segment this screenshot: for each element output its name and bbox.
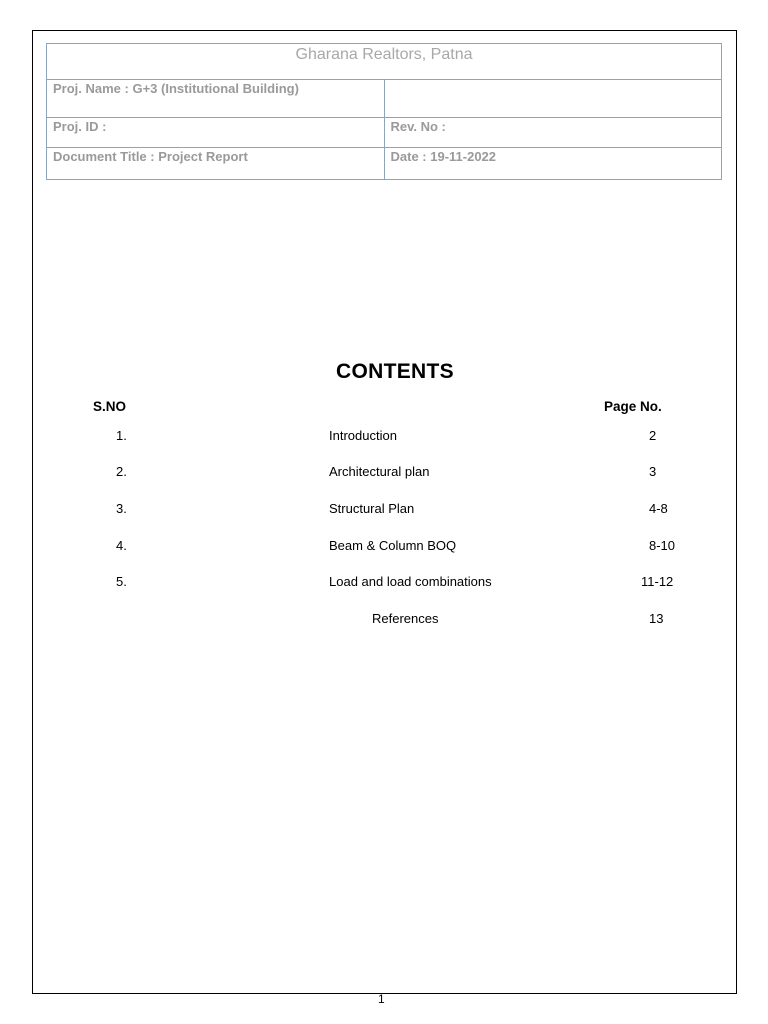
row-page: 3 [649,464,657,479]
row-page: 8-10 [649,538,676,553]
row-number: 1. [116,428,127,443]
row-title: References [372,611,439,626]
row-number: 4. [116,538,127,553]
project-name-right-cell [384,80,722,118]
row-number: 5. [116,574,127,589]
row-title: Structural Plan [329,501,415,516]
project-name: Proj. Name : G+3 (Institutional Building) [47,80,385,118]
row-title: Beam & Column BOQ [329,538,457,553]
row-title: Introduction [329,428,397,443]
company-name: Gharana Realtors, Patna [47,44,722,80]
contents-row [0,538,768,556]
contents-row [0,501,768,519]
document-title: Document Title : Project Report [47,148,385,180]
row-number: 3. [116,501,127,516]
contents-row [0,574,768,592]
column-header-sno: S.NO [93,399,127,414]
row-page: 2 [649,428,657,443]
row-title: Architectural plan [329,464,430,479]
row-page: 13 [649,611,664,626]
contents-heading: CONTENTS [336,360,454,383]
project-id: Proj. ID : [47,118,385,148]
column-header-page-no: Page No. [604,399,662,414]
contents-row [0,428,768,446]
row-page: 11-12 [641,574,674,589]
document-header-table [46,43,722,180]
contents-row [0,464,768,482]
row-page: 4-8 [649,501,668,516]
document-date: Date : 19-11-2022 [384,148,722,180]
footer-page-number: 1 [378,992,385,1006]
contents-row [0,611,768,629]
row-number: 2. [116,464,127,479]
revision-number: Rev. No : [384,118,722,148]
row-title: Load and load combinations [329,574,492,589]
